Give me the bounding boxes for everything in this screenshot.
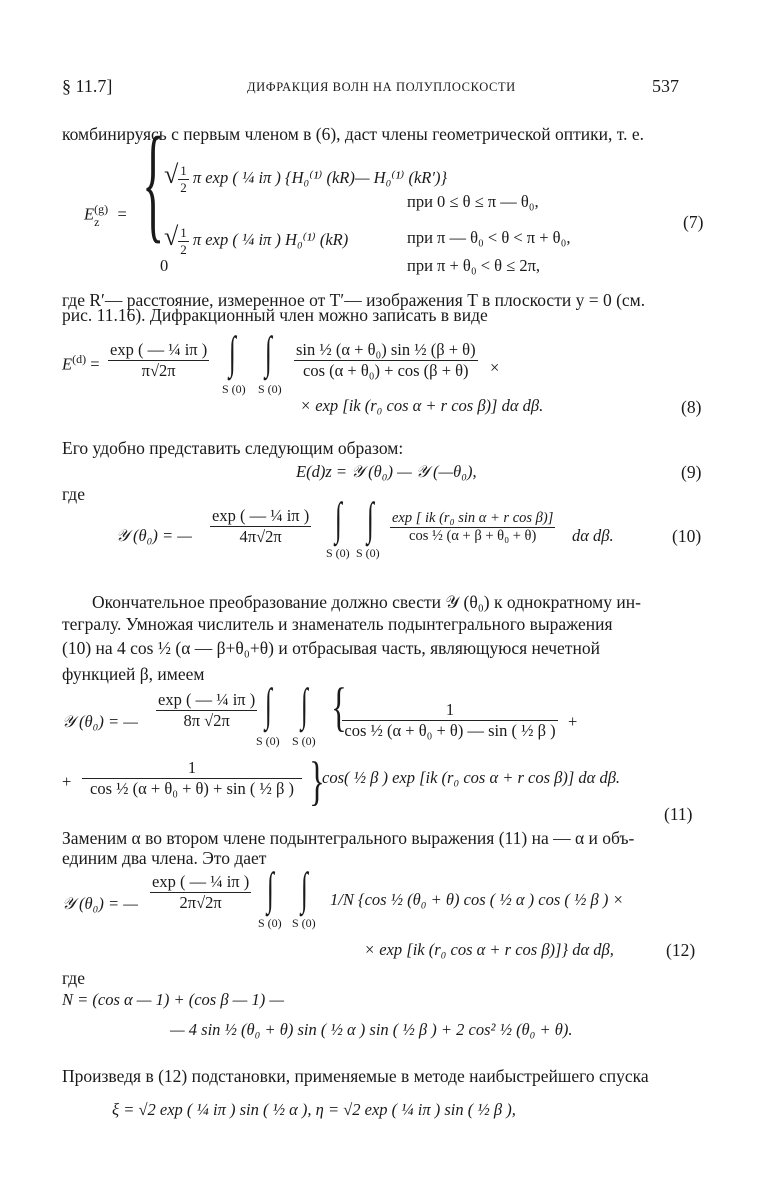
eq11-integral-2: ∫ — [300, 679, 308, 730]
paragraph-2-line2: рис. 11.16). Дифракционный член можно записать в виде — [62, 305, 488, 325]
eq12-integral-2: ∫ — [300, 863, 308, 914]
paragraph-1: комбинируясь с первым членом в (6), даст члены геометрической оптики, т. е. — [62, 124, 644, 144]
eq8-line2: × exp [ik (r₀ cos α + r cos β)] dα dβ. — [300, 396, 544, 415]
paragraph-5-line2: единим два члена. Это дает — [62, 848, 267, 868]
eq8-limit-2: S (0) — [258, 382, 282, 396]
eq7-cond3: при π + θ₀ < θ ≤ 2π, — [407, 256, 541, 275]
eq8-times: × — [490, 358, 500, 377]
paragraph-6: Произведя в (12) подстановки, применяемые в методе наибыстрейшего спуска — [62, 1066, 649, 1086]
eqN-line2: — 4 sin ½ (θ₀ + θ) sin ( ½ α ) sin ( ½ β ) + 2 cos² ½ (θ₀ + θ). — [170, 1020, 573, 1039]
eq11-tail: cos( ½ β ) exp [ik (r₀ cos α + r cos β)] dα dβ. — [322, 768, 621, 787]
eq8-integral-1: ∫ — [228, 327, 236, 378]
eq12-limit-2: S (0) — [292, 916, 316, 930]
eq7-brace: { — [142, 111, 165, 255]
paragraph-2-line1: где R′— расстояние, измеренное от T′— изображения T в плоскости y = 0 (см. — [62, 290, 646, 310]
eq10-integral-2: ∫ — [366, 493, 374, 544]
eq12-integral-1: ∫ — [266, 863, 274, 914]
eq7-number: (7) — [683, 212, 704, 232]
running-title: ДИФРАКЦИЯ ВОЛН НА ПОЛУПЛОСКОСТИ — [247, 80, 516, 94]
eq7-cond2: при π — θ₀ < θ < π + θ₀, — [407, 228, 571, 247]
eq12-lhs: 𝒴 (θ₀) = — — [62, 894, 138, 913]
eq12-line2: × exp [ik (r₀ cos α + r cos β)]} dα dβ, — [364, 940, 614, 959]
eq8-number: (8) — [681, 397, 702, 417]
eq11-prefactor: $\frac{\text{exp ( — ¼ iπ )}}{8\pi √2\pi}$ — [158, 690, 256, 730]
eq8-prefactor: $\frac{\text{exp ( — ¼ iπ )}}{\pi√2\pi}$ — [110, 340, 208, 380]
eqN-line1: N = (cos α — 1) + (cos β — 1) — — [62, 990, 285, 1009]
eq10-limit-1: S (0) — [326, 546, 350, 560]
where-1: где — [62, 484, 85, 504]
page-number: 537 — [652, 76, 679, 96]
eq8-lhs: $E^{(d)}$ = — [62, 352, 100, 374]
eq10-lhs: 𝒴 (θ₀) = — — [116, 526, 192, 545]
eq11-integral-1: ∫ — [264, 679, 272, 730]
eq11-fraction-1: $\frac{1}{\text{cos ½ (α + θ₀ + θ) — sin ( ½ β )}}$ — [342, 700, 558, 741]
eq12-limit-1: S (0) — [258, 916, 282, 930]
eq10-limit-2: S (0) — [356, 546, 380, 560]
paragraph-5-line1: Заменим α во втором члене подынтегрального выражения (11) на — α и объ- — [62, 828, 635, 848]
eq7-lhs: $E^{(g)}_z$ = — [84, 202, 127, 229]
eq11-number: (11) — [664, 804, 693, 824]
paragraph-4-line1: Окончательное преобразование должно свести 𝒴 (θ₀) к однократному ин- — [92, 592, 641, 612]
eq7-cond1: при 0 ≤ θ ≤ π — θ₀, — [407, 192, 539, 211]
eq8-fraction: $\frac{\text{sin ½ (α + θ₀) sin ½ (β + θ)}}{\text{cos (α + θ₀) + cos (β + θ)}}$ — [296, 340, 476, 380]
eq10-number: (10) — [672, 526, 702, 546]
eq8-integral-2: ∫ — [264, 327, 272, 378]
eq11-plus: + — [568, 712, 578, 731]
eq11-close-brace: } — [309, 751, 325, 811]
where-2: где — [62, 968, 85, 988]
eq9-number: (9) — [681, 462, 702, 482]
eq11-lhs: 𝒴 (θ₀) = — — [62, 712, 138, 731]
eq11-open-brace: { — [331, 677, 347, 737]
eq11-limit-2: S (0) — [292, 734, 316, 748]
eq9: E(d)z = 𝒴 (θ₀) — 𝒴 (—θ₀), — [296, 462, 477, 481]
eq10-tail: dα dβ. — [572, 526, 614, 545]
eq10-fraction: $\frac{\text{exp [ ik (r₀ sin α + r cos β)]}}{\text{cos ½ (α + β + θ₀ + θ)}}$ — [392, 510, 554, 544]
paragraph-4-line4: функцией β, имеем — [62, 664, 205, 684]
eq10-prefactor: $\frac{\text{exp ( — ¼ iπ )}}{4\pi√2\pi}$ — [212, 506, 310, 546]
paragraph-3: Его удобно представить следующим образом: — [62, 438, 404, 458]
eq7-line3: 0 — [160, 256, 169, 275]
eq7-line1: √ $\frac{1}{2}$ π exp ( ¼ iπ ) {H₀⁽¹⁾ (kR)— H₀⁽¹⁾ (kR′)} — [164, 160, 448, 195]
eq12-prefactor: $\frac{\text{exp ( — ¼ iπ )}}{2\pi√2\pi}$ — [152, 872, 250, 912]
eq11-plus-2: + — [62, 772, 72, 791]
eq8-limit-1: S (0) — [222, 382, 246, 396]
eq11-fraction-2: $\frac{1}{\text{cos ½ (α + θ₀ + θ) + sin ( ½ β )}}$ — [82, 758, 302, 799]
eq7-line2: √ $\frac{1}{2}$ π exp ( ¼ iπ ) H₀⁽¹⁾ (kR) — [164, 222, 349, 257]
eq12-number: (12) — [666, 940, 696, 960]
eq12-body: 1/N {cos ½ (θ₀ + θ) cos ( ½ α ) cos ( ½ β ) × — [330, 890, 624, 909]
eq-substitution: ξ = √2 exp ( ¼ iπ ) sin ( ½ α ), η = √2 exp ( ¼ iπ ) sin ( ½ β ), — [112, 1100, 516, 1119]
paragraph-4-line2: тегралу. Умножая числитель и знаменатель подынтегрального выражения — [62, 614, 613, 634]
eq11-limit-1: S (0) — [256, 734, 280, 748]
paragraph-4-line3: (10) на 4 cos ½ (α — β+θ₀+θ) и отбрасывая часть, являющуюся нечетной — [62, 638, 600, 658]
eq10-integral-1: ∫ — [334, 493, 342, 544]
section-number: § 11.7] — [62, 76, 113, 96]
